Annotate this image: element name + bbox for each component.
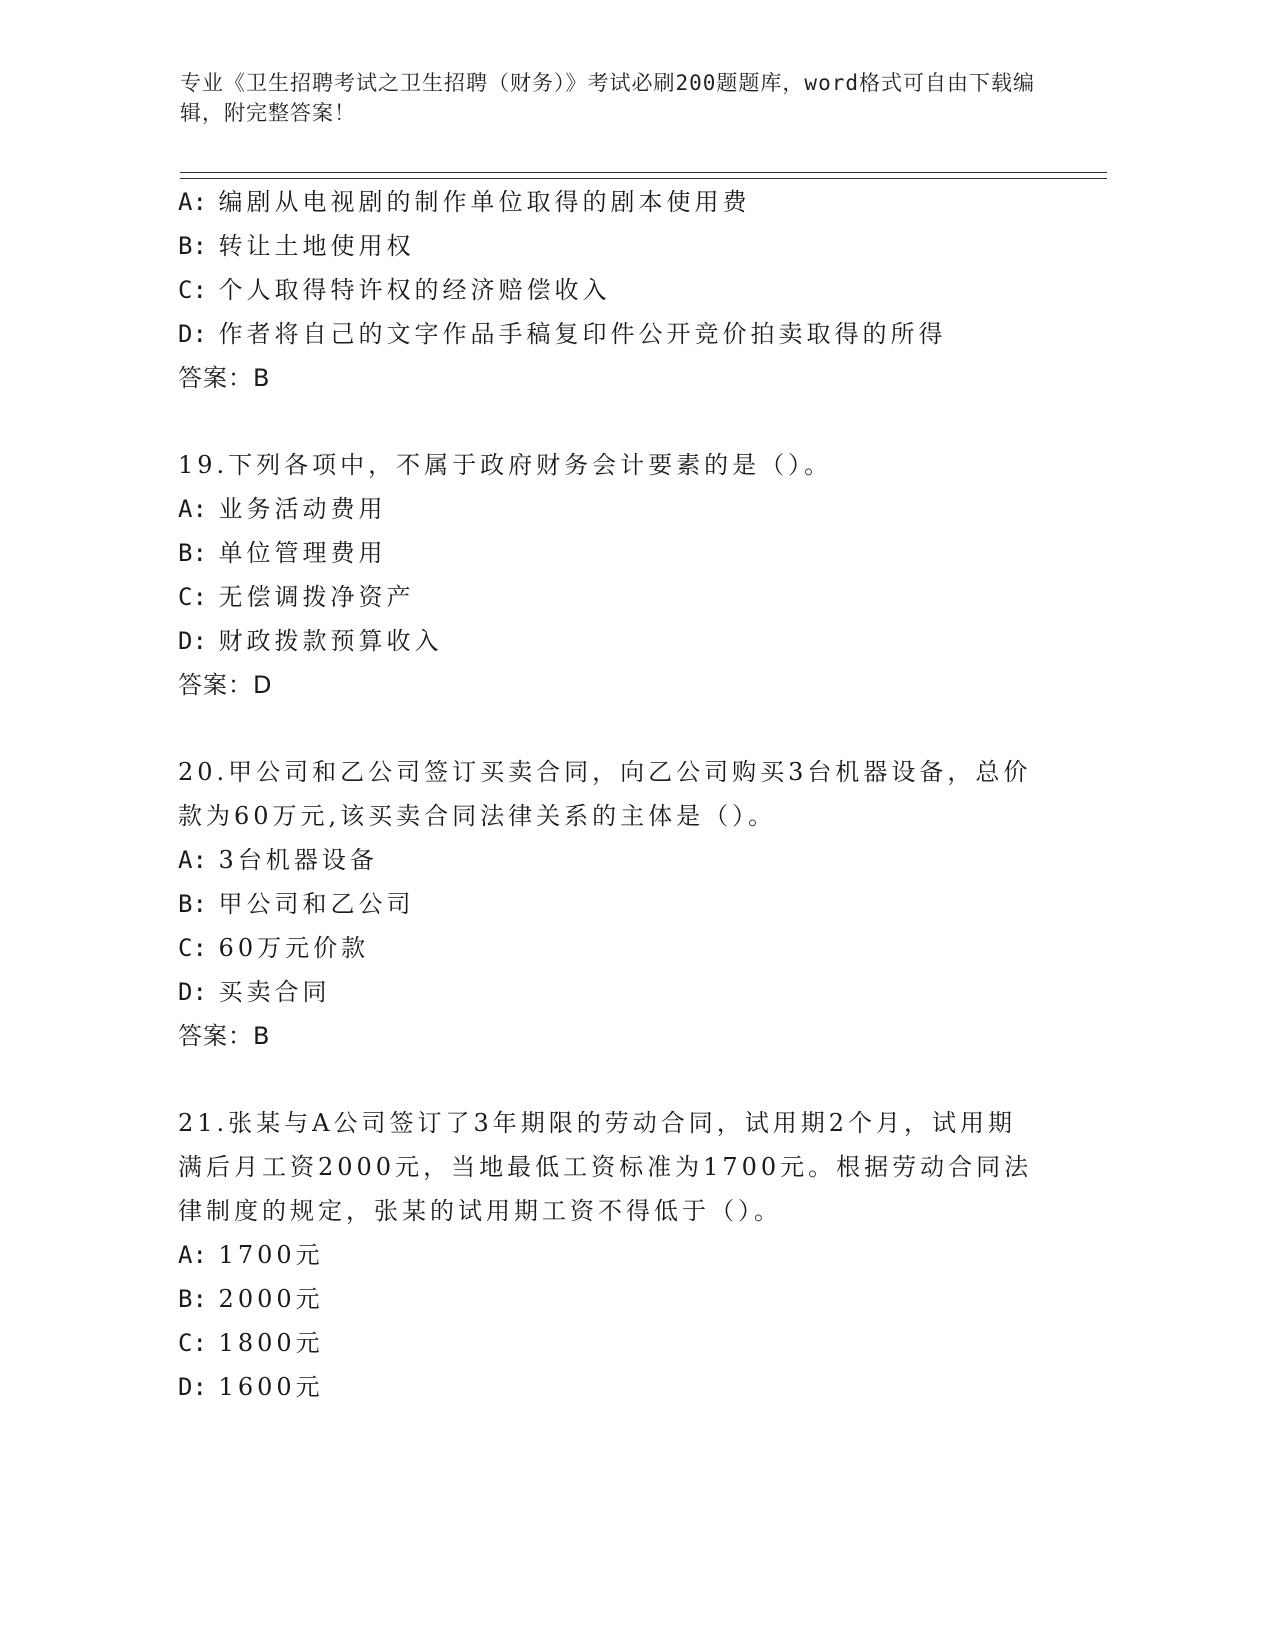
header-rule-bottom (180, 178, 1107, 179)
option-a: A: 编剧从电视剧的制作单位取得的剧本使用费 (178, 188, 751, 216)
option-b: B: 甲公司和乙公司 (178, 890, 415, 918)
option-c: C: 1800元 (178, 1329, 324, 1357)
spacer (178, 707, 1058, 750)
option-b: B: 2000元 (178, 1285, 324, 1313)
question-19 (178, 443, 1058, 707)
option-c: C: 无偿调拨净资产 (178, 583, 415, 611)
spacer (178, 1058, 1058, 1101)
question-stem: 律制度的规定，张某的试用期工资不得低于（）。 (178, 1197, 782, 1225)
question-20 (178, 750, 1058, 1058)
option-d: D: 买卖合同 (178, 978, 331, 1006)
answer-line: 答案：B (178, 364, 271, 392)
option-c: C: 60万元价款 (178, 934, 370, 962)
answer-line: 答案：B (178, 1022, 271, 1050)
header-rule-top (180, 172, 1107, 173)
question-stem: 21.张某与A公司签订了3年期限的劳动合同，试用期2个月，试用期 (178, 1109, 1017, 1137)
document-header: 专业《卫生招聘考试之卫生招聘（财务）》考试必刷200题题库，word格式可自由下载编辑，附完整答案！ (180, 71, 1035, 125)
option-a: A: 1700元 (178, 1241, 324, 1269)
option-b: B: 转让土地使用权 (178, 232, 415, 260)
question-18 (178, 180, 1058, 400)
option-c: C: 个人取得特许权的经济赔偿收入 (178, 276, 611, 304)
question-stem: 19.下列各项中，不属于政府财务会计要素的是（）。 (178, 451, 833, 479)
question-content (178, 180, 1058, 1409)
question-stem: 款为60万元,该买卖合同法律关系的主体是（）。 (178, 802, 777, 830)
option-b: B: 单位管理费用 (178, 539, 387, 567)
option-a: A: 3台机器设备 (178, 846, 378, 874)
question-21 (178, 1101, 1058, 1409)
option-a: A: 业务活动费用 (178, 495, 387, 523)
option-d: D: 作者将自己的文字作品手稿复印件公开竞价拍卖取得的所得 (178, 320, 947, 348)
question-stem: 20.甲公司和乙公司签订买卖合同，向乙公司购买3台机器设备，总价 (178, 758, 1032, 786)
spacer (178, 400, 1058, 443)
option-d: D: 1600元 (178, 1373, 324, 1401)
question-stem: 满后月工资2000元，当地最低工资标准为1700元。根据劳动合同法 (178, 1153, 1033, 1181)
option-d: D: 财政拨款预算收入 (178, 627, 443, 655)
answer-line: 答案：D (178, 671, 273, 699)
